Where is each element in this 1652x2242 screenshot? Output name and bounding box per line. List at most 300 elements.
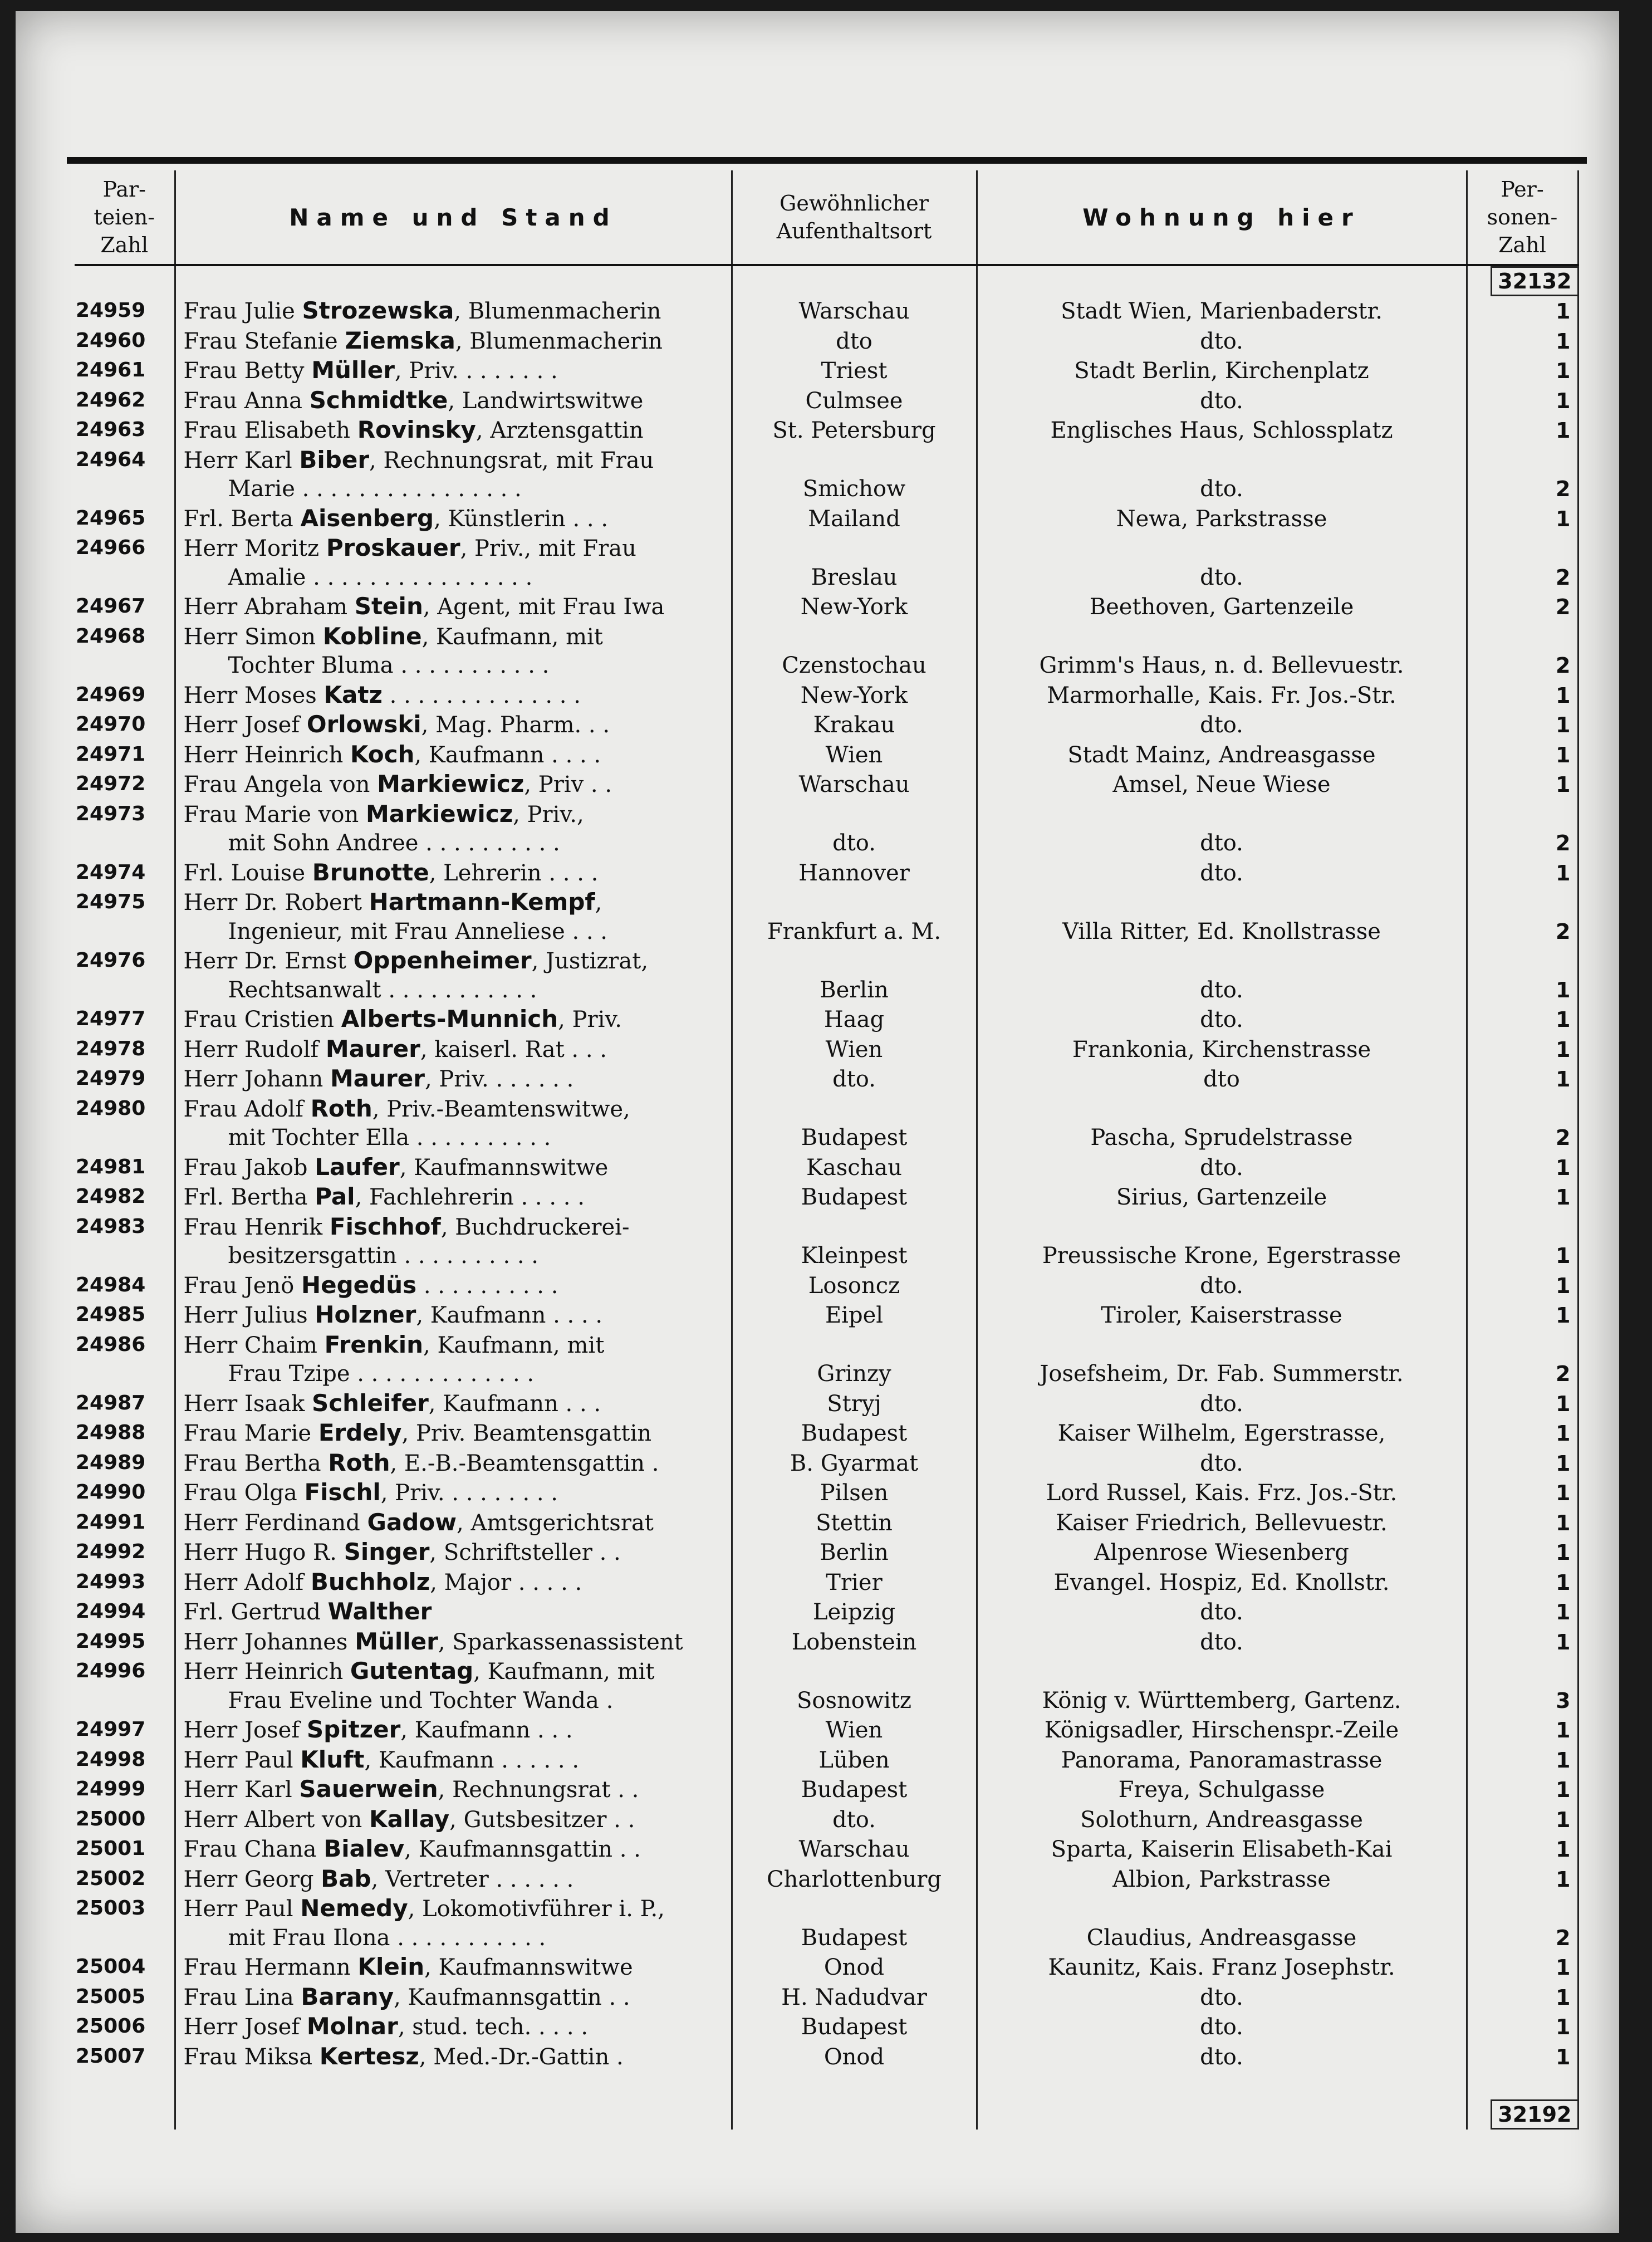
guest-title: Frau Angela von: [183, 772, 370, 797]
usual-residence: Krakau: [732, 710, 977, 740]
local-address: Villa Ritter, Ed. Knollstrasse: [977, 888, 1467, 946]
usual-residence: Wien: [732, 740, 977, 770]
page: [16, 11, 1619, 2233]
register-row: [75, 1864, 1578, 1895]
name-and-status: [175, 888, 732, 946]
usual-residence: Pilsen: [732, 1478, 977, 1508]
guest-surname: Fischl: [304, 1479, 381, 1506]
usual-residence: Wien: [732, 1715, 977, 1745]
local-address: dto.: [977, 800, 1467, 858]
guest-title: Frl. Louise: [183, 860, 305, 886]
guest-continuation: Amalie . . . . . . . . . . . . . . . .: [228, 564, 533, 590]
guest-title: Herr Ferdinand: [183, 1510, 360, 1536]
guest-occupation: , Mag. Pharm. . .: [421, 712, 610, 738]
local-address: Pascha, Sprudelstrasse: [977, 1094, 1467, 1153]
name-and-status: [175, 770, 732, 800]
party-number: 24986: [76, 1333, 146, 1356]
guest-continuation: besitzersgattin . . . . . . . . . .: [228, 1243, 539, 1269]
guest-occupation: . . . . . . . . . . . . . .: [382, 682, 581, 708]
party-number: 24974: [76, 860, 146, 884]
party-number: 25001: [76, 1837, 146, 1860]
guest-title: Frau Miksa: [183, 2044, 313, 2070]
person-count: 2: [1467, 446, 1578, 504]
party-number: 24977: [76, 1007, 146, 1030]
party-number: 24970: [76, 713, 146, 736]
local-address: Königsadler, Hirschenspr.-Zeile: [977, 1715, 1467, 1745]
usual-residence: dto: [732, 326, 977, 356]
guest-title: Frau Marie: [183, 1421, 312, 1446]
person-count: 2: [1467, 1330, 1578, 1389]
local-address: Newa, Parkstrasse: [977, 504, 1467, 534]
party-number: 24980: [76, 1096, 146, 1120]
name-and-status: [175, 1834, 732, 1864]
guest-occupation: , Sparkassenassistent: [438, 1629, 683, 1655]
name-and-status: [175, 415, 732, 446]
name-and-status: [175, 1005, 732, 1035]
local-address: Josefsheim, Dr. Fab. Summerstr.: [977, 1330, 1467, 1389]
usual-residence: St. Petersburg: [732, 415, 977, 446]
header-usual-residence: Gewöhnlicher Aufenthaltsort: [732, 170, 977, 265]
guest-title: Frau Adolf: [183, 1096, 303, 1122]
guest-title: Herr Dr. Robert: [183, 890, 362, 916]
party-number: 24983: [76, 1215, 146, 1238]
guest-title: Frl. Bertha: [183, 1184, 308, 1210]
guest-surname: Kertesz: [319, 2042, 419, 2070]
guest-continuation: mit Sohn Andree . . . . . . . . . .: [228, 830, 560, 856]
guest-title: Herr Isaak: [183, 1391, 305, 1417]
guest-occupation: , stud. tech. . . . .: [398, 2014, 589, 2040]
guest-occupation: , Kaufmann . . . . . .: [364, 1747, 580, 1773]
guest-surname: Müller: [355, 1627, 438, 1655]
register-row: [75, 1538, 1578, 1568]
header-local-address: Wohnung hier: [977, 170, 1467, 265]
guest-surname: Walther: [327, 1598, 432, 1625]
name-and-status: [175, 1864, 732, 1895]
guest-occupation: , Rechnungsrat . .: [438, 1777, 639, 1803]
register-row: [75, 1300, 1578, 1330]
guest-title: Herr Paul: [183, 1747, 293, 1773]
name-and-status: [175, 446, 732, 504]
person-count: 1: [1467, 1864, 1578, 1895]
local-address: Beethoven, Gartenzeile: [977, 592, 1467, 622]
guest-surname: Maurer: [330, 1065, 425, 1092]
usual-residence: Breslau: [732, 533, 977, 592]
party-number: 24967: [76, 595, 146, 618]
local-address: dto.: [977, 1982, 1467, 2013]
guest-occupation: , Kaufmann, mit: [421, 624, 603, 650]
name-and-status: [175, 1153, 732, 1183]
register-row: [75, 446, 1578, 504]
name-and-status: [175, 1418, 732, 1448]
register-row: [75, 1448, 1578, 1479]
usual-residence: dto.: [732, 1064, 977, 1094]
register-row: [75, 1805, 1578, 1835]
register-row: [75, 946, 1578, 1005]
party-number: 24968: [76, 624, 146, 648]
guest-surname: Pal: [315, 1183, 355, 1210]
register-row: [75, 2012, 1578, 2042]
guest-occupation: , Kaufmann . . . .: [416, 1303, 603, 1328]
usual-residence: Stettin: [732, 1508, 977, 1538]
register-row: [75, 1182, 1578, 1212]
usual-residence: Leipzig: [732, 1597, 977, 1627]
guest-occupation: , Major . . . . .: [430, 1569, 582, 1595]
party-number: 25003: [76, 1897, 146, 1920]
guest-surname: Bab: [321, 1864, 371, 1892]
guest-occupation: . . . . . . . . . .: [416, 1272, 558, 1299]
register-row: [75, 710, 1578, 740]
local-address: dto.: [977, 326, 1467, 356]
local-address: Frankonia, Kirchenstrasse: [977, 1035, 1467, 1065]
person-count: 1: [1467, 296, 1578, 326]
guest-surname: Erdely: [318, 1419, 402, 1446]
name-and-status: [175, 858, 732, 888]
person-count: 2: [1467, 1094, 1578, 1153]
party-number: 24989: [76, 1451, 146, 1474]
guest-occupation: , Lokomotivführer i. P.,: [408, 1896, 665, 1922]
guest-surname: Orlowski: [306, 711, 421, 738]
name-and-status: [175, 1538, 732, 1568]
party-number: 24998: [76, 1747, 146, 1771]
party-number: 24993: [76, 1570, 146, 1593]
usual-residence: Budapest: [732, 2012, 977, 2042]
guest-occupation: , Blumenmacherin: [455, 328, 663, 354]
person-count: 1: [1467, 1568, 1578, 1598]
party-number: 24992: [76, 1540, 146, 1563]
party-number: 24982: [76, 1185, 146, 1208]
guest-occupation: , Amtsgerichtsrat: [457, 1510, 654, 1536]
party-number: 24976: [76, 949, 146, 972]
header-party-number: Par- teien- Zahl: [75, 170, 175, 265]
party-number: 24960: [76, 329, 146, 352]
guest-surname: Singer: [344, 1538, 430, 1565]
person-count: 1: [1467, 710, 1578, 740]
guest-title: Herr Moritz: [183, 536, 320, 561]
guest-surname: Brunotte: [312, 858, 429, 886]
guest-title: Herr Johann: [183, 1066, 323, 1092]
local-address: Englisches Haus, Schlossplatz: [977, 415, 1467, 446]
name-and-status: [175, 386, 732, 416]
guest-surname: Schmidtke: [309, 386, 448, 414]
person-count: 1: [1467, 2012, 1578, 2042]
register-row: [75, 622, 1578, 681]
name-and-status: [175, 533, 732, 592]
party-number: 25006: [76, 2015, 146, 2038]
register-row: [75, 1952, 1578, 1982]
guest-occupation: , Kaufmannswitwe: [399, 1154, 609, 1181]
person-count: 1: [1467, 681, 1578, 711]
person-count: 1: [1467, 1627, 1578, 1657]
guest-title: Herr Dr. Ernst: [183, 948, 346, 974]
guest-surname: Markiewicz: [377, 770, 524, 797]
guest-surname: Aisenberg: [300, 504, 434, 532]
local-address: Stadt Wien, Marienbaderstr.: [977, 296, 1467, 326]
person-count: 1: [1467, 1745, 1578, 1775]
guest-occupation: , Priv . .: [524, 772, 612, 797]
usual-residence: dto.: [732, 1805, 977, 1835]
guest-title: Frau Jenö: [183, 1272, 295, 1299]
guest-occupation: ,: [595, 890, 602, 916]
local-address: Sparta, Kaiserin Elisabeth-Kai: [977, 1834, 1467, 1864]
guest-occupation: , E.-B.-Beamtensgattin .: [390, 1450, 659, 1476]
guest-occupation: , Priv. . . . . . . .: [394, 358, 558, 384]
name-and-status: [175, 1271, 732, 1301]
usual-residence: Warschau: [732, 770, 977, 800]
guest-surname: Laufer: [315, 1153, 400, 1181]
guest-title: Frau Elisabeth: [183, 418, 350, 443]
local-address: dto.: [977, 1627, 1467, 1657]
name-and-status: [175, 1508, 732, 1538]
guest-title: Frau Betty: [183, 358, 305, 384]
name-and-status: [175, 1035, 732, 1065]
guest-surname: Kallay: [369, 1805, 450, 1833]
guest-register-table: [75, 170, 1579, 2130]
guest-surname: Molnar: [306, 2013, 398, 2040]
name-and-status: [175, 1597, 732, 1627]
usual-residence: Warschau: [732, 296, 977, 326]
register-row: [75, 592, 1578, 622]
usual-residence: Stryj: [732, 1389, 977, 1419]
party-number: 25000: [76, 1807, 146, 1830]
guest-occupation: , Künstlerin . . .: [434, 506, 609, 532]
guest-surname: Gutentag: [350, 1657, 474, 1685]
local-address: Stadt Berlin, Kirchenplatz: [977, 356, 1467, 386]
local-address: dto.: [977, 710, 1467, 740]
usual-residence: Wien: [732, 1035, 977, 1065]
party-number: 25002: [76, 1867, 146, 1890]
usual-residence: Culmsee: [732, 386, 977, 416]
name-and-status: [175, 1657, 732, 1715]
guest-occupation: , Kaufmann . . .: [400, 1717, 573, 1743]
name-and-status: [175, 1715, 732, 1745]
person-count: 1: [1467, 946, 1578, 1005]
local-address: dto.: [977, 1271, 1467, 1301]
guest-surname: Rovinsky: [357, 416, 476, 443]
guest-occupation: , Blumenmacherin: [454, 298, 661, 324]
local-address: Grimm's Haus, n. d. Bellevuestr.: [977, 622, 1467, 681]
person-count: 1: [1467, 1448, 1578, 1479]
name-and-status: [175, 296, 732, 326]
guest-occupation: , Justizrat,: [531, 948, 649, 974]
party-number: 24985: [76, 1303, 146, 1326]
guest-occupation: , Priv. . . . . . .: [424, 1066, 574, 1092]
total-row: [75, 2099, 1578, 2130]
guest-title: Herr Rudolf: [183, 1036, 319, 1063]
person-count: 2: [1467, 1894, 1578, 1952]
local-address: Alpenrose Wiesenberg: [977, 1538, 1467, 1568]
guest-surname: Nemedy: [300, 1895, 408, 1922]
usual-residence: Kleinpest: [732, 1212, 977, 1271]
register-row: [75, 1212, 1578, 1271]
party-number: 24995: [76, 1629, 146, 1653]
person-count: 1: [1467, 1005, 1578, 1035]
guest-title: Frau Julie: [183, 298, 295, 324]
name-and-status: [175, 356, 732, 386]
guest-occupation: , Priv.,: [513, 801, 584, 828]
guest-surname: Hegedüs: [301, 1271, 417, 1299]
register-row: [75, 1389, 1578, 1419]
guest-surname: Holzner: [315, 1301, 416, 1328]
header-row: [75, 170, 1578, 265]
usual-residence: Hannover: [732, 858, 977, 888]
guest-title: Frau Jakob: [183, 1154, 308, 1181]
usual-residence: Budapest: [732, 1182, 977, 1212]
name-and-status: [175, 1952, 732, 1982]
carryover-total: 32132: [1491, 266, 1577, 296]
local-address: dto.: [977, 946, 1467, 1005]
register-row: [75, 681, 1578, 711]
usual-residence: New-York: [732, 592, 977, 622]
party-number: 24964: [76, 448, 146, 471]
guest-occupation: , Agent, mit Frau Iwa: [423, 594, 665, 620]
guest-continuation: Frau Eveline und Tochter Wanda .: [228, 1687, 614, 1714]
person-count: 1: [1467, 326, 1578, 356]
name-and-status: [175, 1478, 732, 1508]
party-number: 24999: [76, 1778, 146, 1800]
name-and-status: [175, 2012, 732, 2042]
guest-title: Herr Simon: [183, 624, 316, 650]
guest-occupation: , Vertreter . . . . . .: [371, 1866, 574, 1892]
name-and-status: [175, 592, 732, 622]
local-address: Claudius, Andreasgasse: [977, 1894, 1467, 1952]
party-number: 24981: [76, 1155, 146, 1178]
guest-surname: Kluft: [300, 1745, 365, 1773]
usual-residence: dto.: [732, 800, 977, 858]
local-address: Freya, Schulgasse: [977, 1775, 1467, 1805]
register-row: [75, 1478, 1578, 1508]
guest-continuation: mit Tochter Ella . . . . . . . . . .: [228, 1125, 551, 1151]
header-person-count: Per- sonen- Zahl: [1467, 170, 1578, 265]
guest-surname: Ziemska: [345, 326, 455, 354]
local-address: Solothurn, Andreasgasse: [977, 1805, 1467, 1835]
usual-residence: New-York: [732, 681, 977, 711]
register-row: [75, 326, 1578, 356]
guest-surname: Katz: [323, 681, 383, 708]
person-count: 1: [1467, 1538, 1578, 1568]
register-row: [75, 1271, 1578, 1301]
guest-title: Herr Adolf: [183, 1569, 304, 1595]
guest-surname: Stein: [354, 593, 423, 620]
register-row: [75, 504, 1578, 534]
local-address: Tiroler, Kaiserstrasse: [977, 1300, 1467, 1330]
guest-title: Herr Paul: [183, 1896, 293, 1922]
register-row: [75, 1330, 1578, 1389]
usual-residence: Onod: [732, 1952, 977, 1982]
guest-occupation: , kaiserl. Rat . . .: [420, 1036, 607, 1063]
local-address: dto: [977, 1064, 1467, 1094]
register-row: [75, 740, 1578, 770]
usual-residence: Berlin: [732, 1538, 977, 1568]
person-count: 1: [1467, 858, 1578, 888]
person-count: 1: [1467, 1775, 1578, 1805]
register-row: [75, 1745, 1578, 1775]
register-row: [75, 1418, 1578, 1448]
guest-title: Herr Johannes: [183, 1629, 348, 1655]
guest-surname: Spitzer: [306, 1716, 401, 1743]
name-and-status: [175, 1775, 732, 1805]
party-number: 24971: [76, 742, 146, 766]
register-row: [75, 1834, 1578, 1864]
name-and-status: [175, 740, 732, 770]
person-count: 2: [1467, 622, 1578, 681]
local-address: dto.: [977, 2012, 1467, 2042]
guest-occupation: , Lehrerin . . . .: [429, 860, 599, 886]
local-address: dto.: [977, 533, 1467, 592]
name-and-status: [175, 622, 732, 681]
guest-occupation: , Landwirtswitwe: [448, 388, 644, 414]
guest-title: Frau Stefanie: [183, 328, 338, 354]
person-count: 1: [1467, 1418, 1578, 1448]
usual-residence: Czenstochau: [732, 622, 977, 681]
local-address: dto.: [977, 1597, 1467, 1627]
guest-title: Herr Karl: [183, 447, 292, 473]
name-and-status: [175, 946, 732, 1005]
person-count: 1: [1467, 1982, 1578, 2013]
guest-surname: Proskauer: [326, 534, 460, 561]
person-count: 1: [1467, 386, 1578, 416]
party-number: 24966: [76, 536, 146, 559]
guest-surname: Oppenheimer: [353, 947, 532, 974]
guest-title: Frau Anna: [183, 388, 302, 414]
register-row: [75, 533, 1578, 592]
register-row: [75, 1775, 1578, 1805]
guest-surname: Maurer: [325, 1035, 420, 1063]
person-count: 1: [1467, 1478, 1578, 1508]
party-number: 24963: [76, 418, 146, 441]
party-number: 24997: [76, 1718, 146, 1741]
carryover-row: [75, 265, 1578, 296]
usual-residence: Sosnowitz: [732, 1657, 977, 1715]
name-and-status: [175, 1389, 732, 1419]
guest-title: Herr Albert von: [183, 1807, 362, 1833]
guest-title: Herr Josef: [183, 712, 300, 738]
guest-title: Herr Josef: [183, 1717, 300, 1743]
local-address: dto.: [977, 1389, 1467, 1419]
person-count: 1: [1467, 1834, 1578, 1864]
guest-continuation: mit Frau Ilona . . . . . . . . . . .: [228, 1925, 546, 1951]
guest-title: Herr Hugo R.: [183, 1540, 337, 1565]
person-count: 2: [1467, 533, 1578, 592]
guest-surname: Koch: [350, 740, 415, 768]
register-sheet: [67, 157, 1587, 2140]
guest-occupation: , Buchdruckerei-: [440, 1214, 630, 1240]
blank-row: [75, 2072, 1578, 2099]
name-and-status: [175, 326, 732, 356]
person-count: 1: [1467, 1952, 1578, 1982]
usual-residence: Berlin: [732, 946, 977, 1005]
usual-residence: Triest: [732, 356, 977, 386]
guest-surname: Strozewska: [302, 297, 454, 324]
register-row: [75, 1508, 1578, 1538]
name-and-status: [175, 1300, 732, 1330]
party-number: 24988: [76, 1421, 146, 1444]
guest-continuation: Marie . . . . . . . . . . . . . . . .: [228, 476, 522, 502]
register-row: [75, 1094, 1578, 1153]
person-count: 1: [1467, 1153, 1578, 1183]
usual-residence: Eipel: [732, 1300, 977, 1330]
party-number: 24990: [76, 1481, 146, 1504]
usual-residence: Onod: [732, 2042, 977, 2072]
register-row: [75, 415, 1578, 446]
guest-surname: Bialev: [323, 1835, 405, 1862]
guest-title: Frau Chana: [183, 1837, 317, 1862]
usual-residence: H. Nadudvar: [732, 1982, 977, 2013]
register-row: [75, 1597, 1578, 1627]
name-and-status: [175, 1745, 732, 1775]
usual-residence: Kaschau: [732, 1153, 977, 1183]
name-and-status: [175, 1805, 732, 1835]
person-count: 1: [1467, 1300, 1578, 1330]
